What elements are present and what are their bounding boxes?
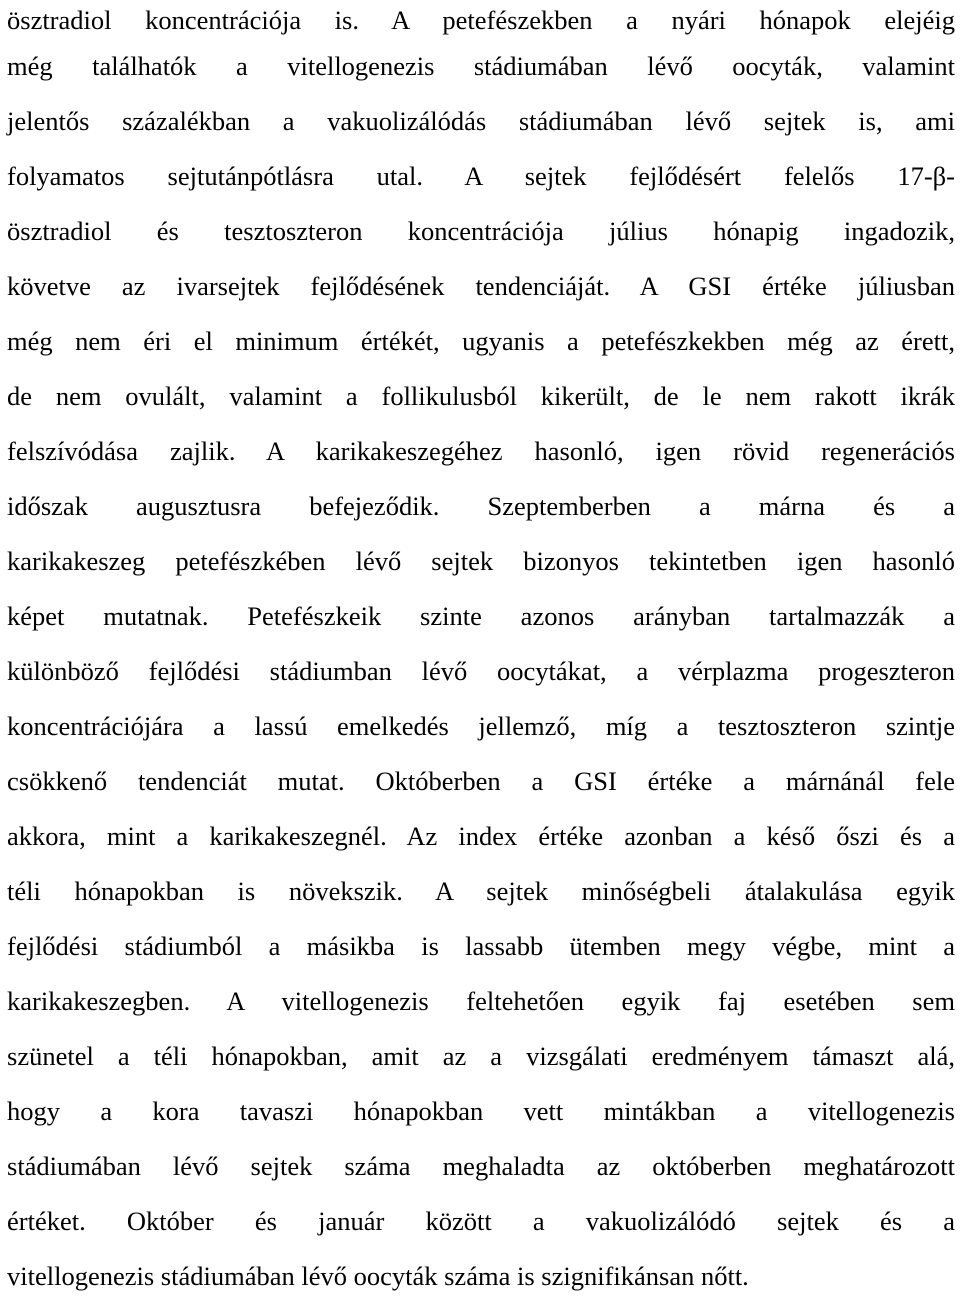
text-line: ösztradiol koncentrációja is. A petefészekben a nyári hónapok elejéig <box>7 5 955 35</box>
text-line: koncentrációjára a lassú emelkedés jellemző, míg a tesztoszteron szintje <box>7 711 955 741</box>
text-line: akkora, mint a karikakeszegnél. Az index értéke azonban a késő őszi és a <box>7 821 955 851</box>
text-line: időszak augusztusra befejeződik. Szeptemberben a márna és a <box>7 491 955 521</box>
text-line: csökkenő tendenciát mutat. Októberben a GSI értéke a márnánál fele <box>7 766 955 796</box>
text-line: értéket. Október és január között a vakuolizálódó sejtek és a <box>7 1206 955 1236</box>
text-line: még találhatók a vitellogenezis stádiumában lévő oocyták, valamint <box>7 51 955 81</box>
text-line: követve az ivarsejtek fejlődésének tendenciáját. A GSI értéke júliusban <box>7 271 955 301</box>
text-line: felszívódása zajlik. A karikakeszegéhez hasonló, igen rövid regenerációs <box>7 436 955 466</box>
text-line: szünetel a téli hónapokban, amit az a vizsgálati eredményem támaszt alá, <box>7 1041 955 1071</box>
text-line: karikakeszeg petefészkében lévő sejtek bizonyos tekintetben igen hasonló <box>7 546 955 576</box>
text-line: még nem éri el minimum értékét, ugyanis a petefészkekben még az érett, <box>7 326 955 356</box>
text-line: különböző fejlődési stádiumban lévő oocytákat, a vérplazma progeszteron <box>7 656 955 686</box>
text-line: ösztradiol és tesztoszteron koncentrációja július hónapig ingadozik, <box>7 216 955 246</box>
text-line: jelentős százalékban a vakuolizálódás stádiumában lévő sejtek is, ami <box>7 106 955 136</box>
document-page <box>7 0 955 1304</box>
text-line: karikakeszegben. A vitellogenezis feltehetően egyik faj esetében sem <box>7 986 955 1016</box>
text-line: de nem ovulált, valamint a follikulusból kikerült, de le nem rakott ikrák <box>7 381 955 411</box>
text-line: képet mutatnak. Petefészkeik szinte azonos arányban tartalmazzák a <box>7 601 955 631</box>
text-line: hogy a kora tavaszi hónapokban vett mintákban a vitellogenezis <box>7 1096 955 1126</box>
text-line: vitellogenezis stádiumában lévő oocyták száma is szignifikánsan nőtt. <box>7 1261 749 1291</box>
text-line: fejlődési stádiumból a másikba is lassabb ütemben megy végbe, mint a <box>7 931 955 961</box>
text-line: folyamatos sejtutánpótlásra utal. A sejtek fejlődésért felelős 17-β- <box>7 161 955 191</box>
text-line: téli hónapokban is növekszik. A sejtek minőségbeli átalakulása egyik <box>7 876 955 906</box>
text-line: stádiumában lévő sejtek száma meghaladta az októberben meghatározott <box>7 1151 955 1181</box>
